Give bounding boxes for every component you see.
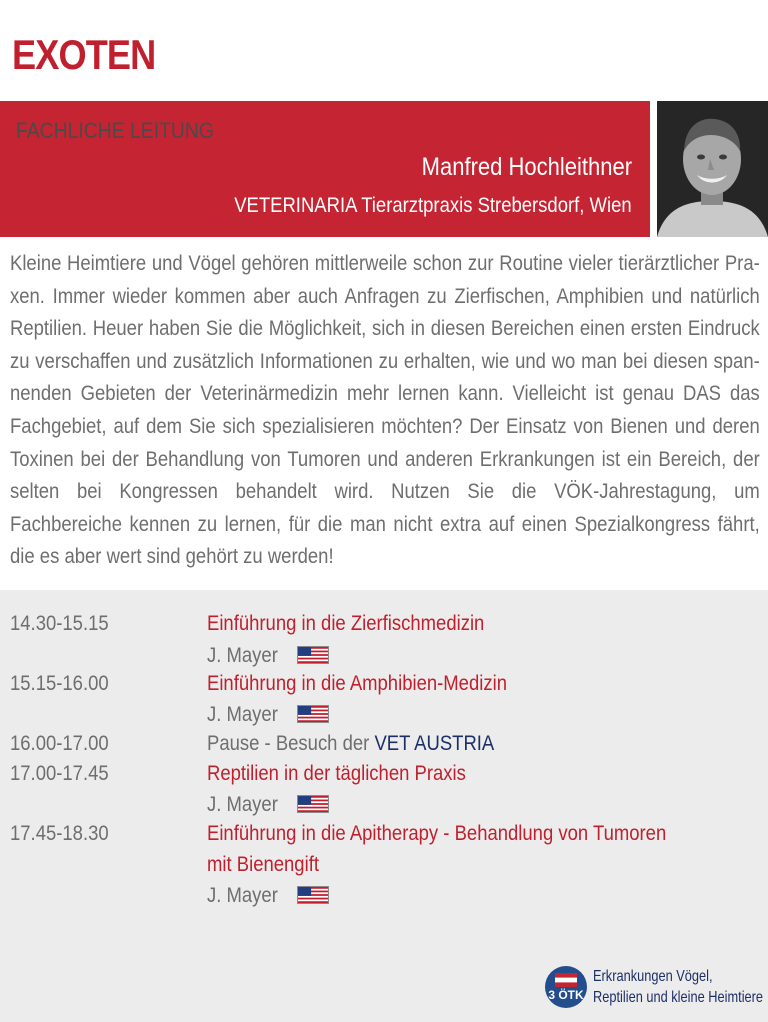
session-title: Reptilien in der täglichen Praxis xyxy=(207,762,466,785)
schedule-box xyxy=(0,590,768,1022)
intro-paragraph: Kleine Heimtiere und Vögel gehören mittlerweile schon zur Routine vieler tierärztlicher Praxen. Immer wieder kommen aber auch Anfragen zu Zierfischen, Amphibien und natürlich Reptilien. Heuer haben Sie die Möglichkeit, sich in diesen Bereichen einen ersten Eindruck zu verschaffen und zusätzlich Informationen zu erhalten, wie und wo man bei diesen spannenden Gebieten der Veterinärmedizin mehr lernen kann. Vielleicht ist genau DAS das Fachgebiet, auf dem Sie sich spezialisieren möchten? Der Einsatz von Bienen und deren Toxinen bei der Behandlung von Tumoren und anderen Erkrankungen ist ein Bereich, der selten bei Kongressen behandelt wird. Nutzen Sie die VÖK-Jahrestagung, um Fachbereiche kennen zu lernen, für die man nicht extra auf einen Spezialkongress fährt, die es aber wert sind gehört zu werden! xyxy=(10,252,760,569)
session-speaker: J. Mayer xyxy=(207,884,278,907)
schedule-time: 17.45-18.30 xyxy=(10,822,109,845)
schedule-time: 17.00-17.45 xyxy=(10,762,109,785)
session-speaker: J. Mayer xyxy=(207,793,278,816)
break-title xyxy=(207,732,494,756)
footer-line-2: Reptilien und kleine Heimtiere xyxy=(593,989,764,1006)
session-title: Einführung in die Amphibien-Medizin xyxy=(207,672,507,695)
break-label: Pause - Besuch der xyxy=(207,732,375,755)
schedule-time: 15.15-16.00 xyxy=(10,672,109,695)
session-speaker: J. Mayer xyxy=(207,703,278,726)
session-title: Einführung in die Zierfischmedizin xyxy=(207,612,485,635)
session-title: Einführung in die Apitherapy - Behandlung von Tumoren xyxy=(207,822,667,845)
leader-organization: VETERINARIA Tierarztpraxis Strebersdorf, Wien xyxy=(234,194,632,217)
leader-name: Manfred Hochleithner xyxy=(421,153,632,181)
leader-portrait-photo xyxy=(657,101,768,237)
badge-label: 3 ÖTK xyxy=(548,988,584,1002)
footer-line-1: Erkrankungen Vögel, xyxy=(593,968,713,985)
vet-austria-label: VET AUSTRIA xyxy=(374,732,495,755)
us-flag-icon xyxy=(297,705,329,723)
session-speaker: J. Mayer xyxy=(207,644,278,667)
schedule-time: 14.30-15.15 xyxy=(10,612,109,635)
leader-heading: FACHLICHE LEITUNG xyxy=(16,118,214,143)
page-title: EXOTEN xyxy=(12,31,156,78)
us-flag-icon xyxy=(297,886,329,904)
otk-badge xyxy=(545,966,587,1008)
session-title-continued: mit Bienengift xyxy=(207,853,319,876)
us-flag-icon xyxy=(297,646,329,664)
us-flag-icon xyxy=(297,795,329,813)
schedule-time: 16.00-17.00 xyxy=(10,732,109,755)
austria-flag-icon xyxy=(555,973,577,987)
footer-caption xyxy=(593,966,763,1008)
